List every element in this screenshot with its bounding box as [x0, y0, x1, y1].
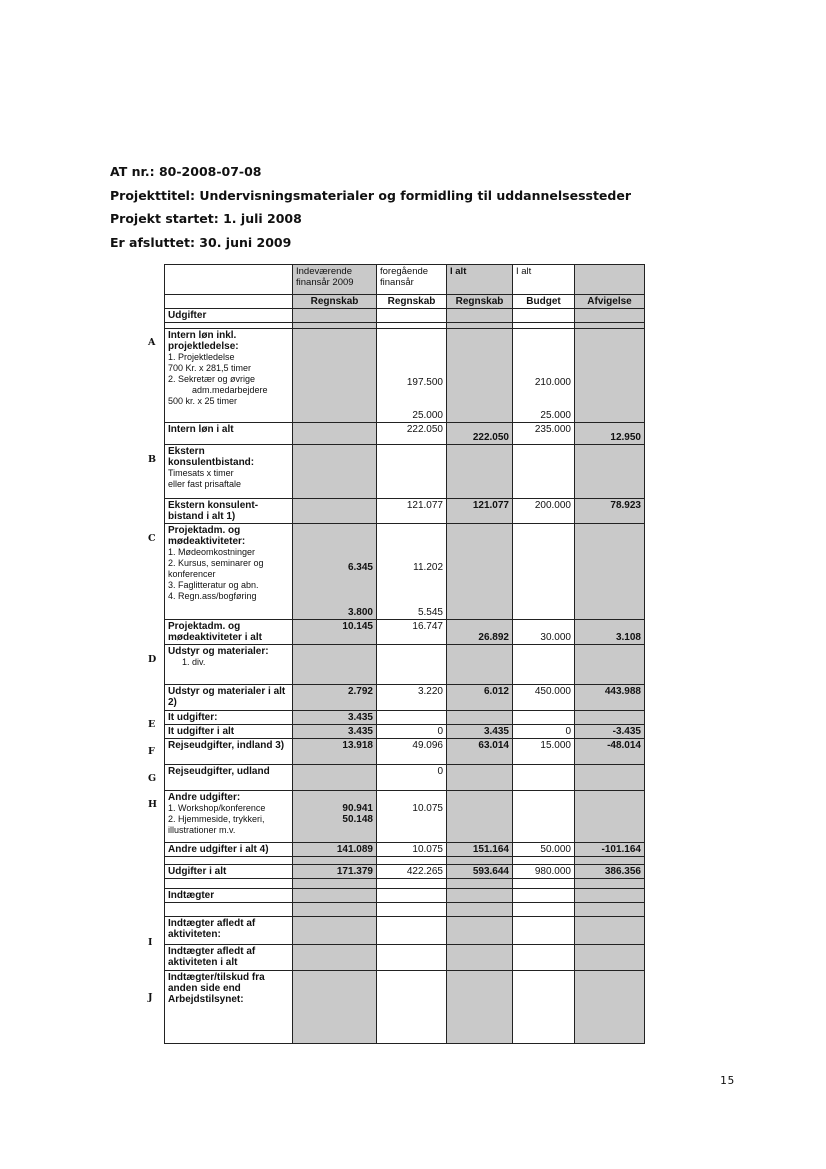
section-a-line: adm.medarbejdere [192, 385, 268, 395]
table-subheader-row [165, 295, 645, 309]
section-b-total-previous: 121.077 [377, 499, 447, 524]
section-d-total-label: Udstyr og materialer i alt 2) [165, 685, 293, 711]
column-header-previous-year: foregående finansår [377, 265, 447, 295]
section-f-budget: 15.000 [513, 739, 575, 765]
section-c-total-current: 10.145 [293, 620, 377, 645]
page-number: 15 [720, 1074, 736, 1087]
section-g-previous: 0 [377, 765, 447, 791]
section-a-line: 500 kr. x 25 timer [168, 396, 238, 406]
section-letter-b: B [148, 454, 157, 465]
table-row-section-e [165, 711, 645, 725]
budget-table [164, 264, 645, 1044]
section-d-total-sum: 6.012 [447, 685, 513, 711]
subheader-budget: Budget [513, 295, 575, 309]
section-c-previous-1: 11.202 [413, 562, 443, 573]
subheader-regnskab-total: Regnskab [447, 295, 513, 309]
section-letter-g: G [148, 773, 157, 784]
section-a-total-previous: 222.050 [377, 423, 447, 445]
section-e-current: 3.435 [293, 711, 377, 725]
section-e-total-sum: 3.435 [447, 725, 513, 739]
subheader-regnskab-previous: Regnskab [377, 295, 447, 309]
column-header-total-accounts: I alt [447, 265, 513, 295]
column-header-current-year: Indeværende finansår 2009 [293, 265, 377, 295]
table-row-total-e [165, 725, 645, 739]
udgifter-heading: Udgifter [165, 309, 293, 323]
project-end-date: Er afsluttet: 30. juni 2009 [110, 234, 292, 250]
section-d-total-budget: 450.000 [513, 685, 575, 711]
section-a-budget-1: 210.000 [534, 377, 571, 388]
expenses-total-current: 171.379 [293, 865, 377, 879]
section-b-line: eller fast prisaftale [168, 479, 242, 489]
section-a-title: Intern løn inkl. projektledelse: [168, 330, 239, 352]
section-f-sum: 63.014 [447, 739, 513, 765]
section-c-line: 2. Kursus, seminarer og konferencer [168, 558, 264, 579]
section-h-line: 2. Hjemmeside, trykkeri, illustrationer m.v. [168, 814, 265, 835]
table-row-total-c [165, 620, 645, 645]
table-row-section-b [165, 445, 645, 499]
project-title: Projekttitel: Undervisningsmaterialer og formidling til uddannelsessteder [110, 187, 632, 203]
section-e-total-label: It udgifter i alt [165, 725, 293, 739]
section-d-total-current: 2.792 [293, 685, 377, 711]
section-letter-h: H [148, 799, 157, 810]
section-c-total-label: Projektadm. og mødeaktiviteter i alt [165, 620, 293, 645]
table-row [165, 879, 645, 889]
section-c-title: Projektadm. og mødeaktiviteter: [168, 525, 246, 547]
at-number: AT nr.: 80-2008-07-08 [110, 164, 262, 179]
table-row [165, 857, 645, 865]
table-row-total-h [165, 843, 645, 857]
section-letter-j: J [148, 992, 153, 1003]
section-h-total-label: Andre udgifter i alt 4) [165, 843, 293, 857]
section-d-line: 1. div. [182, 657, 206, 667]
table-row-section-h [165, 791, 645, 843]
expenses-total-deviation: 386.356 [575, 865, 645, 879]
section-h-current-1: 90.941 [342, 803, 373, 814]
section-f-current: 13.918 [293, 739, 377, 765]
section-h-previous-1: 10.075 [412, 803, 443, 814]
section-letter-f: F [148, 746, 155, 757]
section-e-total-deviation: -3.435 [575, 725, 645, 739]
section-a-line: 700 Kr. x 281,5 timer [168, 363, 252, 373]
section-c-current-4: 3.800 [347, 607, 373, 618]
section-g-title: Rejseudgifter, udland [165, 765, 293, 791]
table-row-total-a [165, 423, 645, 445]
section-h-total-current: 141.089 [293, 843, 377, 857]
section-a-previous-1: 197.500 [406, 377, 443, 388]
section-c-line: 4. Regn.ass/bogføring [168, 591, 257, 601]
section-b-total-sum: 121.077 [447, 499, 513, 524]
section-a-total-deviation: 12.950 [575, 423, 645, 445]
section-letter-a: A [148, 337, 156, 348]
table-row-total-b [165, 499, 645, 524]
section-d-total-previous: 3.220 [377, 685, 447, 711]
section-b-title: Ekstern konsulentbistand: [168, 446, 255, 468]
table-row-section-a [165, 329, 645, 423]
section-c-previous-4: 5.545 [417, 607, 443, 618]
document-header [110, 163, 631, 257]
section-a-total-label: Intern løn i alt [165, 423, 293, 445]
table-row-expenses-total [165, 865, 645, 879]
income-heading: Indtægter [165, 889, 293, 903]
section-c-line: 3. Faglitteratur og abn. [168, 580, 259, 590]
section-h-total-previous: 10.075 [377, 843, 447, 857]
section-c-total-deviation: 3.108 [575, 620, 645, 645]
table-row [165, 889, 645, 903]
table-row-section-f [165, 739, 645, 765]
table-row-section-j [165, 971, 645, 1044]
expenses-total-label: Udgifter i alt [165, 865, 293, 879]
table-row-total-i [165, 945, 645, 971]
section-f-title: Rejseudgifter, indland 3) [165, 739, 293, 765]
table-row [165, 309, 645, 323]
section-h-line: 1. Workshop/konference [168, 803, 266, 813]
section-letter-e: E [148, 719, 156, 730]
section-j-title: Indtægter/tilskud fra anden side end Arbejdstilsynet: [165, 971, 293, 1044]
section-b-total-budget: 200.000 [513, 499, 575, 524]
section-i-total-label: Indtægter afledt af aktiviteten i alt [165, 945, 293, 971]
section-h-total-budget: 50.000 [513, 843, 575, 857]
table-row-section-d [165, 645, 645, 685]
section-a-total-sum: 222.050 [447, 423, 513, 445]
section-e-total-current: 3.435 [293, 725, 377, 739]
section-a-line: 1. Projektledelse [168, 352, 235, 362]
section-i-title: Indtægter afledt af aktiviteten: [165, 917, 293, 945]
section-letter-i: I [148, 937, 153, 948]
section-d-total-deviation: 443.988 [575, 685, 645, 711]
project-start-date: Projekt startet: 1. juli 2008 [110, 211, 302, 226]
section-a-line: 2. Sekretær og øvrige [168, 374, 256, 384]
expenses-total-sum: 593.644 [447, 865, 513, 879]
section-c-current-1: 6.345 [347, 562, 373, 573]
section-e-title: It udgifter: [165, 711, 293, 725]
section-d-title: Udstyr og materialer: [168, 646, 269, 657]
table-row-section-i [165, 917, 645, 945]
table-header-row [165, 265, 645, 295]
section-f-previous: 49.096 [377, 739, 447, 765]
section-b-total-deviation: 78.923 [575, 499, 645, 524]
expenses-total-previous: 422.265 [377, 865, 447, 879]
section-letter-c: C [148, 533, 156, 544]
section-a-total-budget: 235.000 [513, 423, 575, 445]
section-c-total-sum: 26.892 [447, 620, 513, 645]
section-f-deviation: -48.014 [575, 739, 645, 765]
section-letter-d: D [148, 654, 157, 665]
subheader-regnskab-current: Regnskab [293, 295, 377, 309]
section-h-total-sum: 151.164 [447, 843, 513, 857]
section-c-total-previous: 16.747 [377, 620, 447, 645]
section-h-total-deviation: -101.164 [575, 843, 645, 857]
column-header-total-budget: I alt [513, 265, 575, 295]
section-b-total-label: Ekstern konsulent-bistand i alt 1) [165, 499, 293, 524]
table-row-total-d [165, 685, 645, 711]
table-row [165, 903, 645, 917]
section-c-line: 1. Mødeomkostninger [168, 547, 256, 557]
section-h-current-2: 50.148 [342, 814, 373, 825]
section-h-title: Andre udgifter: [168, 792, 241, 803]
section-a-budget-2: 25.000 [540, 410, 571, 421]
table-row-section-g [165, 765, 645, 791]
section-a-previous-2: 25.000 [412, 410, 443, 421]
section-b-line: Timesats x timer [168, 468, 234, 478]
section-e-total-budget: 0 [513, 725, 575, 739]
subheader-afvigelse: Afvigelse [575, 295, 645, 309]
section-c-total-budget: 30.000 [513, 620, 575, 645]
section-e-total-previous: 0 [377, 725, 447, 739]
table-row-section-c [165, 524, 645, 620]
expenses-total-budget: 980.000 [513, 865, 575, 879]
